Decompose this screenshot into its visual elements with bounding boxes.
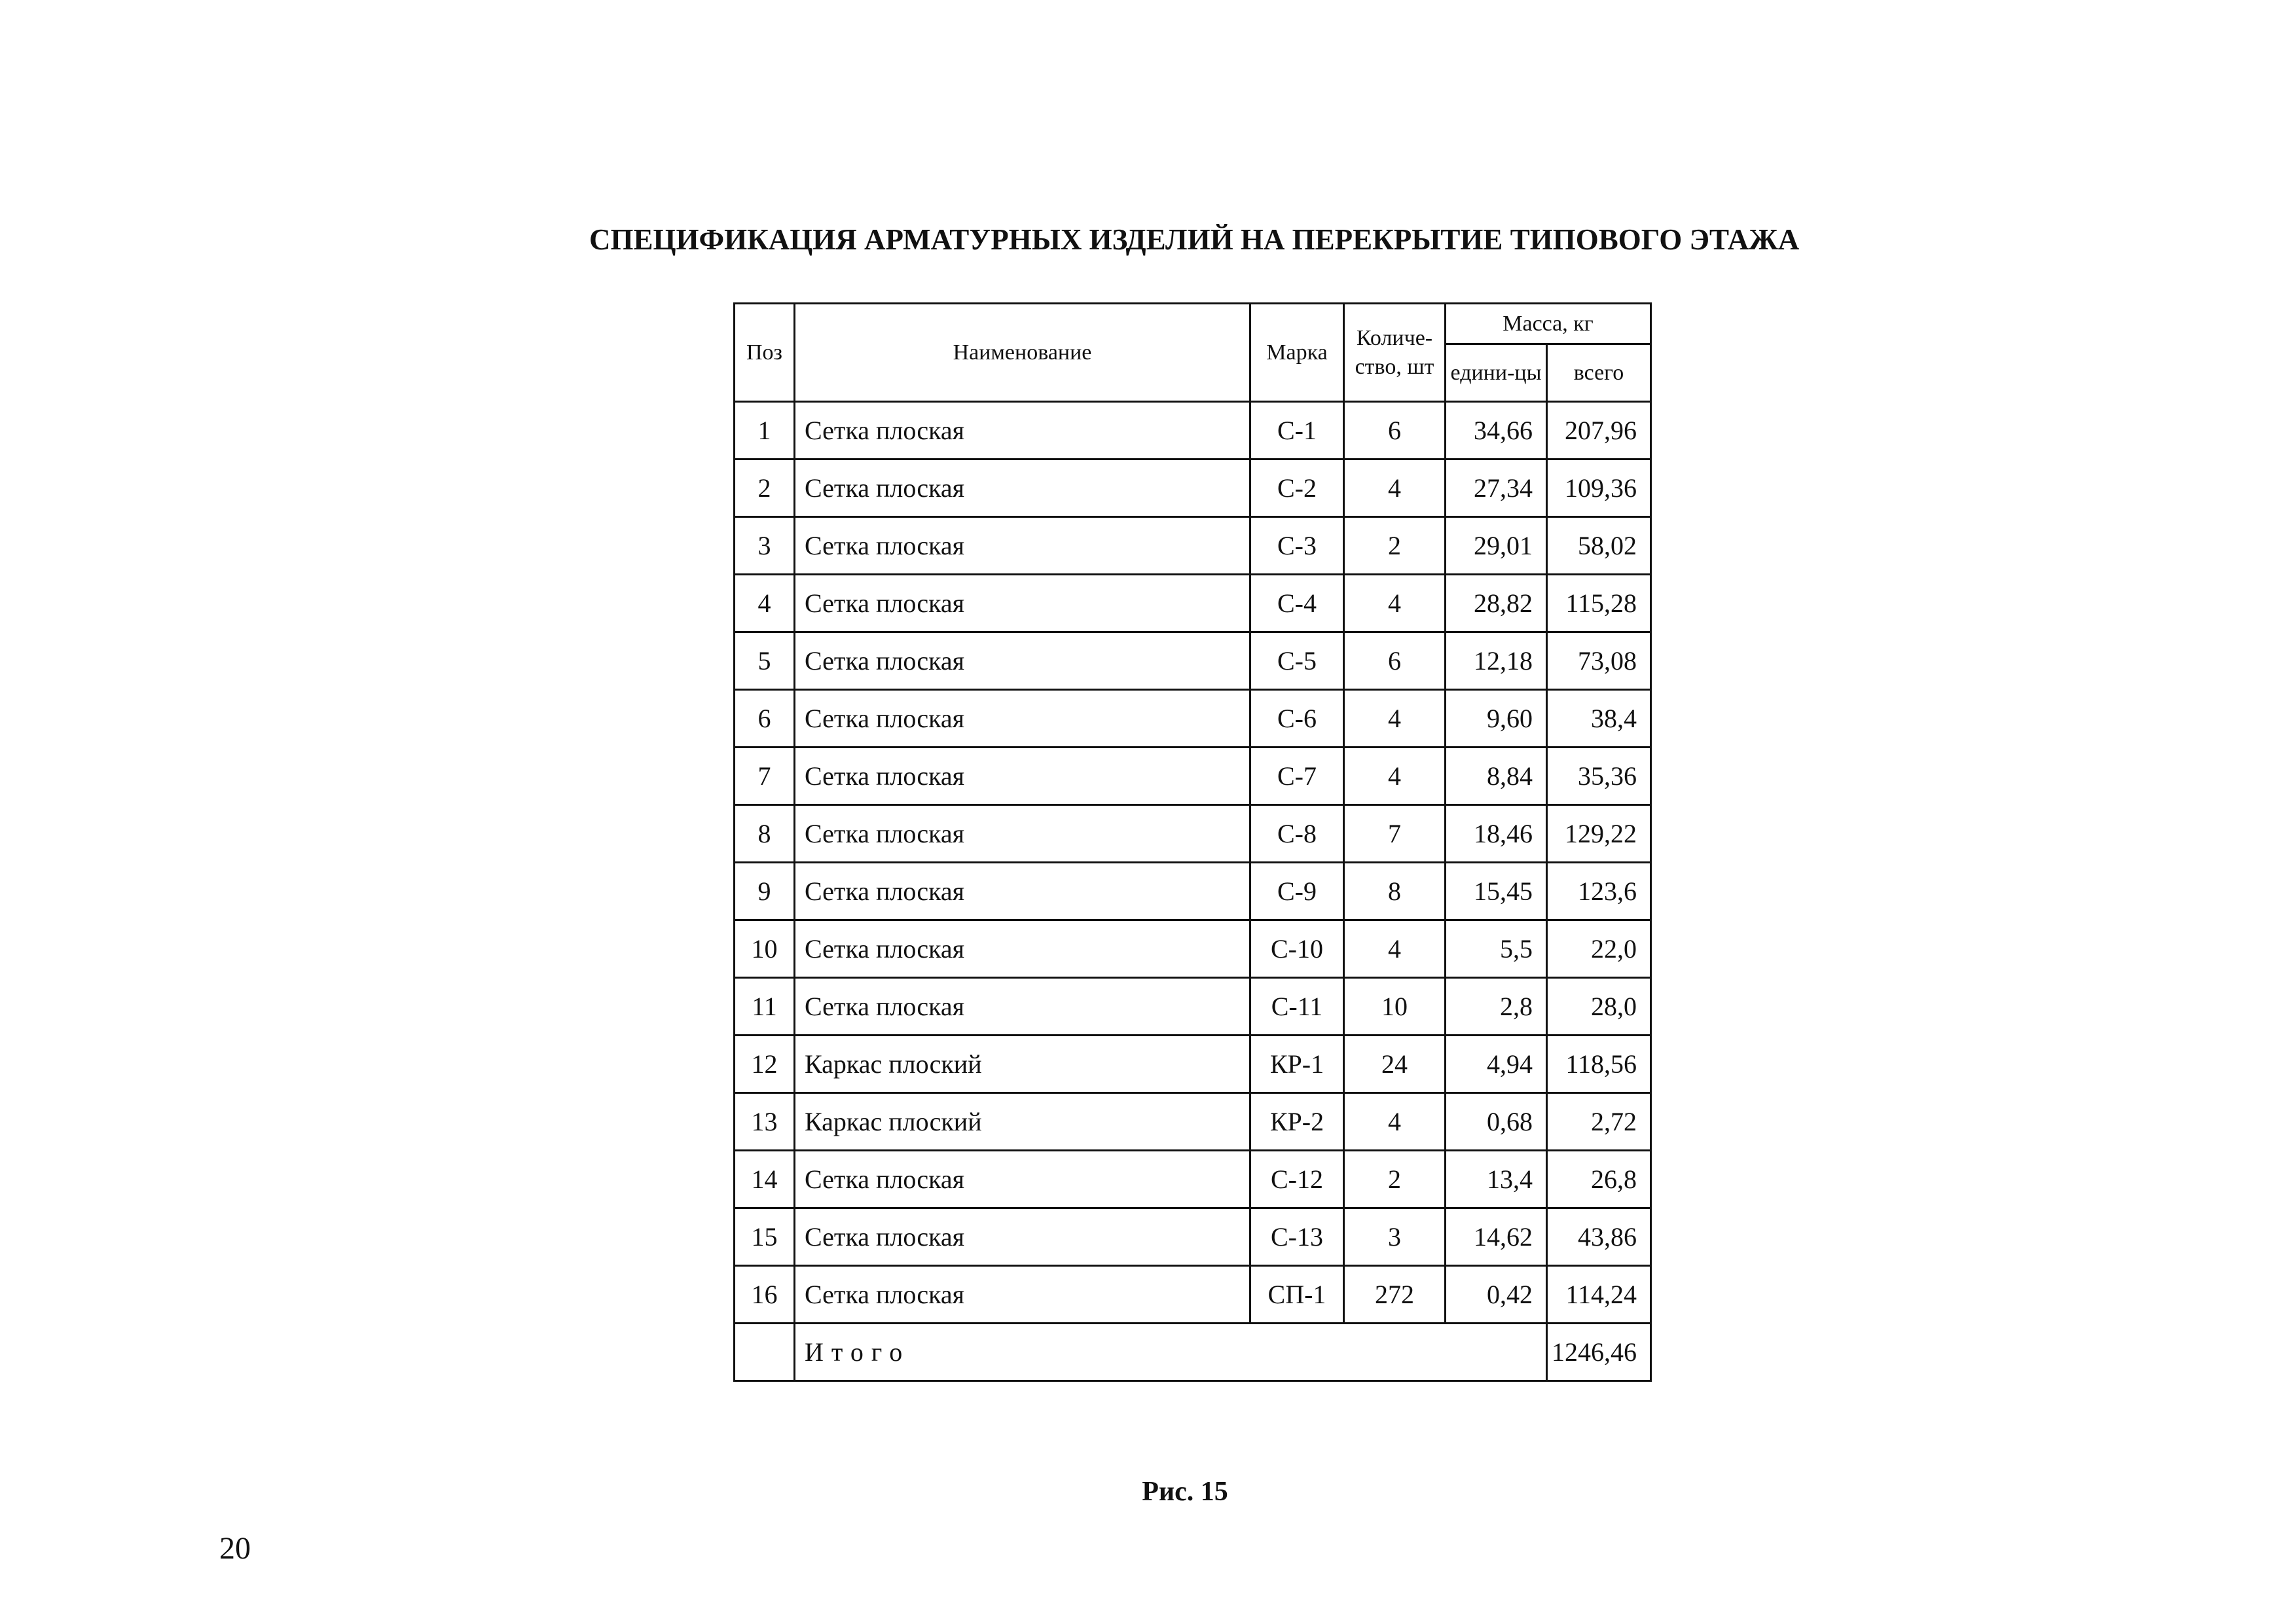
table-row bbox=[735, 1151, 1651, 1208]
cell-mass-total: 207,96 bbox=[1547, 402, 1651, 460]
cell-qty: 4 bbox=[1344, 690, 1446, 748]
table-row bbox=[735, 978, 1651, 1036]
table-row bbox=[735, 460, 1651, 517]
cell-pos: 3 bbox=[735, 517, 795, 575]
table-row bbox=[735, 1266, 1651, 1324]
cell-mass-total: 123,6 bbox=[1547, 863, 1651, 920]
cell-mark: С-6 bbox=[1250, 690, 1344, 748]
table-row bbox=[735, 575, 1651, 632]
cell-qty: 4 bbox=[1344, 460, 1446, 517]
cell-pos: 13 bbox=[735, 1093, 795, 1151]
cell-mark: С-11 bbox=[1250, 978, 1344, 1036]
table-body bbox=[735, 402, 1651, 1324]
cell-qty: 4 bbox=[1344, 575, 1446, 632]
cell-mass-unit: 18,46 bbox=[1446, 805, 1547, 863]
cell-mass-unit: 12,18 bbox=[1446, 632, 1547, 690]
cell-name: Сетка плоская bbox=[795, 575, 1250, 632]
cell-name: Сетка плоская bbox=[795, 1208, 1250, 1266]
cell-mass-total: 118,56 bbox=[1547, 1036, 1651, 1093]
document-title: СПЕЦИФИКАЦИЯ АРМАТУРНЫХ ИЗДЕЛИЙ НА ПЕРЕКРЫТИЕ ТИПОВОГО ЭТАЖА bbox=[589, 223, 1800, 256]
header-pos: Поз bbox=[735, 304, 795, 402]
cell-pos: 2 bbox=[735, 460, 795, 517]
cell-mass-unit: 0,42 bbox=[1446, 1266, 1547, 1324]
cell-mass-total: 109,36 bbox=[1547, 460, 1651, 517]
cell-mark: КР-1 bbox=[1250, 1036, 1344, 1093]
header-mass: Масса, кг bbox=[1446, 304, 1651, 344]
table-row bbox=[735, 920, 1651, 978]
cell-mass-total: 28,0 bbox=[1547, 978, 1651, 1036]
table-row bbox=[735, 863, 1651, 920]
header-mass-unit: едини-цы bbox=[1446, 344, 1547, 402]
cell-pos: 6 bbox=[735, 690, 795, 748]
cell-name: Сетка плоская bbox=[795, 863, 1250, 920]
cell-qty: 2 bbox=[1344, 517, 1446, 575]
table-row bbox=[735, 1093, 1651, 1151]
cell-pos: 7 bbox=[735, 748, 795, 805]
cell-pos: 14 bbox=[735, 1151, 795, 1208]
cell-mass-total: 115,28 bbox=[1547, 575, 1651, 632]
cell-mass-unit: 4,94 bbox=[1446, 1036, 1547, 1093]
cell-name: Сетка плоская bbox=[795, 632, 1250, 690]
table-row bbox=[735, 517, 1651, 575]
page-number: 20 bbox=[219, 1531, 251, 1566]
table-footer bbox=[735, 1324, 1651, 1381]
cell-qty: 2 bbox=[1344, 1151, 1446, 1208]
cell-mass-total: 35,36 bbox=[1547, 748, 1651, 805]
cell-mark: С-13 bbox=[1250, 1208, 1344, 1266]
cell-pos: 12 bbox=[735, 1036, 795, 1093]
cell-qty: 6 bbox=[1344, 632, 1446, 690]
cell-pos: 10 bbox=[735, 920, 795, 978]
cell-mass-unit: 13,4 bbox=[1446, 1151, 1547, 1208]
cell-mass-unit: 14,62 bbox=[1446, 1208, 1547, 1266]
cell-mass-unit: 5,5 bbox=[1446, 920, 1547, 978]
cell-mark: С-7 bbox=[1250, 748, 1344, 805]
cell-mass-total: 43,86 bbox=[1547, 1208, 1651, 1266]
cell-name: Каркас плоский bbox=[795, 1036, 1250, 1093]
total-value: 1246,46 bbox=[1547, 1324, 1651, 1381]
cell-name: Сетка плоская bbox=[795, 690, 1250, 748]
cell-mass-total: 26,8 bbox=[1547, 1151, 1651, 1208]
cell-mass-total: 22,0 bbox=[1547, 920, 1651, 978]
cell-name: Сетка плоская bbox=[795, 402, 1250, 460]
cell-name: Сетка плоская bbox=[795, 1151, 1250, 1208]
cell-pos: 9 bbox=[735, 863, 795, 920]
cell-qty: 4 bbox=[1344, 920, 1446, 978]
cell-name: Сетка плоская bbox=[795, 920, 1250, 978]
cell-mass-unit: 34,66 bbox=[1446, 402, 1547, 460]
table-row bbox=[735, 1036, 1651, 1093]
cell-pos: 5 bbox=[735, 632, 795, 690]
table-row bbox=[735, 402, 1651, 460]
cell-name: Сетка плоская bbox=[795, 517, 1250, 575]
cell-mark: СП-1 bbox=[1250, 1266, 1344, 1324]
header-mass-total: всего bbox=[1547, 344, 1651, 402]
cell-name: Сетка плоская bbox=[795, 1266, 1250, 1324]
cell-mark: С-4 bbox=[1250, 575, 1344, 632]
cell-mass-total: 58,02 bbox=[1547, 517, 1651, 575]
cell-mark: С-9 bbox=[1250, 863, 1344, 920]
cell-pos: 15 bbox=[735, 1208, 795, 1266]
cell-mass-unit: 27,34 bbox=[1446, 460, 1547, 517]
figure-caption: Рис. 15 bbox=[1142, 1477, 1228, 1507]
cell-mass-unit: 9,60 bbox=[1446, 690, 1547, 748]
cell-mass-unit: 29,01 bbox=[1446, 517, 1547, 575]
cell-mass-unit: 0,68 bbox=[1446, 1093, 1547, 1151]
cell-name: Сетка плоская bbox=[795, 805, 1250, 863]
cell-mark: С-5 bbox=[1250, 632, 1344, 690]
cell-name: Сетка плоская bbox=[795, 460, 1250, 517]
cell-mass-total: 129,22 bbox=[1547, 805, 1651, 863]
table-row bbox=[735, 1208, 1651, 1266]
cell-qty: 24 bbox=[1344, 1036, 1446, 1093]
cell-qty: 6 bbox=[1344, 402, 1446, 460]
cell-qty: 10 bbox=[1344, 978, 1446, 1036]
cell-mass-unit: 8,84 bbox=[1446, 748, 1547, 805]
cell-mass-unit: 2,8 bbox=[1446, 978, 1547, 1036]
cell-mark: С-10 bbox=[1250, 920, 1344, 978]
cell-qty: 272 bbox=[1344, 1266, 1446, 1324]
table-row bbox=[735, 632, 1651, 690]
table-row bbox=[735, 690, 1651, 748]
cell-qty: 4 bbox=[1344, 748, 1446, 805]
cell-mark: С-8 bbox=[1250, 805, 1344, 863]
total-pos-cell bbox=[735, 1324, 795, 1381]
cell-pos: 4 bbox=[735, 575, 795, 632]
cell-pos: 16 bbox=[735, 1266, 795, 1324]
cell-mark: С-12 bbox=[1250, 1151, 1344, 1208]
cell-pos: 1 bbox=[735, 402, 795, 460]
header-mark: Марка bbox=[1250, 304, 1344, 402]
total-label: Итого bbox=[795, 1324, 1547, 1381]
cell-mark: КР-2 bbox=[1250, 1093, 1344, 1151]
cell-mass-unit: 15,45 bbox=[1446, 863, 1547, 920]
cell-qty: 8 bbox=[1344, 863, 1446, 920]
cell-mass-unit: 28,82 bbox=[1446, 575, 1547, 632]
cell-mass-total: 2,72 bbox=[1547, 1093, 1651, 1151]
table-row bbox=[735, 805, 1651, 863]
cell-name: Сетка плоская bbox=[795, 978, 1250, 1036]
header-qty: Количе-ство, шт bbox=[1344, 304, 1446, 402]
cell-mark: С-1 bbox=[1250, 402, 1344, 460]
cell-qty: 4 bbox=[1344, 1093, 1446, 1151]
header-name: Наименование bbox=[795, 304, 1250, 402]
cell-mass-total: 38,4 bbox=[1547, 690, 1651, 748]
cell-mass-total: 114,24 bbox=[1547, 1266, 1651, 1324]
cell-pos: 11 bbox=[735, 978, 795, 1036]
cell-name: Сетка плоская bbox=[795, 748, 1250, 805]
specification-table bbox=[733, 302, 1652, 1382]
cell-qty: 7 bbox=[1344, 805, 1446, 863]
cell-mark: С-3 bbox=[1250, 517, 1344, 575]
table-row bbox=[735, 748, 1651, 805]
cell-pos: 8 bbox=[735, 805, 795, 863]
cell-qty: 3 bbox=[1344, 1208, 1446, 1266]
total-row bbox=[735, 1324, 1651, 1381]
cell-mark: С-2 bbox=[1250, 460, 1344, 517]
cell-mass-total: 73,08 bbox=[1547, 632, 1651, 690]
cell-name: Каркас плоский bbox=[795, 1093, 1250, 1151]
table-header bbox=[735, 304, 1651, 402]
